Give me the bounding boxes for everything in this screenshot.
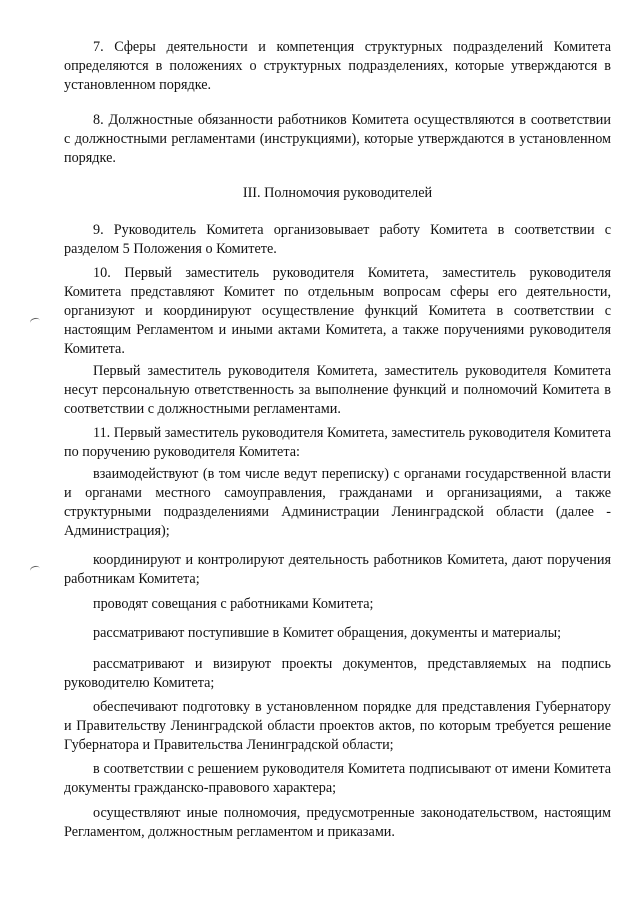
- list-item-drafts: рассматривают и визируют проекты документов, представляемых на подпись руководителю Комитета;: [64, 656, 611, 691]
- paragraph-10: 10. Первый заместитель руководителя Комитета, заместитель руководителя Комитета представляют Комитет по отдельным вопросам сферы его деятельности, организуют и координируют осуществление функций Комитета в соответствии с настоящим Регламентом и иными актами Комитета, а также поручениями руководителя Комитета.: [64, 265, 611, 357]
- paragraph-8: 8. Должностные обязанности работников Комитета осуществляются в соответствии с должностными регламентами (инструкциями), которые утверждаются в установленном порядке.: [64, 112, 611, 166]
- list-item-governor-acts: обеспечивают подготовку в установленном порядке для представления Губернатору и Правительству Ленинградской области проектов актов, по которым требуется решение Губернатора и Правительства Ленинградской области;: [64, 699, 611, 753]
- paragraph-7: 7. Сферы деятельности и компетенция структурных подразделений Комитета определяются в положениях о структурных подразделениях, которые утверждаются в установленном порядке.: [64, 39, 611, 93]
- margin-mark: [29, 565, 40, 574]
- list-item-interaction: взаимодействуют (в том числе ведут переписку) с органами государственной власти и органами местного самоуправления, гражданами и организациями, а также структурными подразделениями Администрации Ленинградской области (далее - Администрация);: [64, 466, 611, 539]
- list-item-civil-documents: в соответствии с решением руководителя Комитета подписывают от имени Комитета документы гражданско-правового характера;: [64, 761, 611, 796]
- list-item-meetings: проводят совещания с работниками Комитета;: [93, 596, 374, 612]
- list-item-other-powers: осуществляют иные полномочия, предусмотренные законодательством, настоящим Регламентом, должностным регламентом и приказами.: [64, 805, 611, 840]
- section-heading-iii: III. Полномочия руководителей: [242, 185, 433, 201]
- paragraph-9: 9. Руководитель Комитета организовывает работу Комитета в соответствии с разделом 5 Положения о Комитете.: [64, 222, 611, 257]
- paragraph-11: 11. Первый заместитель руководителя Комитета, заместитель руководителя Комитета по поручению руководителя Комитета:: [64, 425, 611, 460]
- margin-mark: [29, 317, 40, 326]
- list-item-coordination: координируют и контролируют деятельность работников Комитета, дают поручения работникам Комитета;: [64, 552, 611, 587]
- list-item-appeals: рассматривают поступившие в Комитет обращения, документы и материалы;: [93, 625, 562, 641]
- paragraph-10-responsibility: Первый заместитель руководителя Комитета, заместитель руководителя Комитета несут персональную ответственность за выполнение функций и полномочий Комитета в соответствии с должностными регламентами.: [64, 363, 611, 417]
